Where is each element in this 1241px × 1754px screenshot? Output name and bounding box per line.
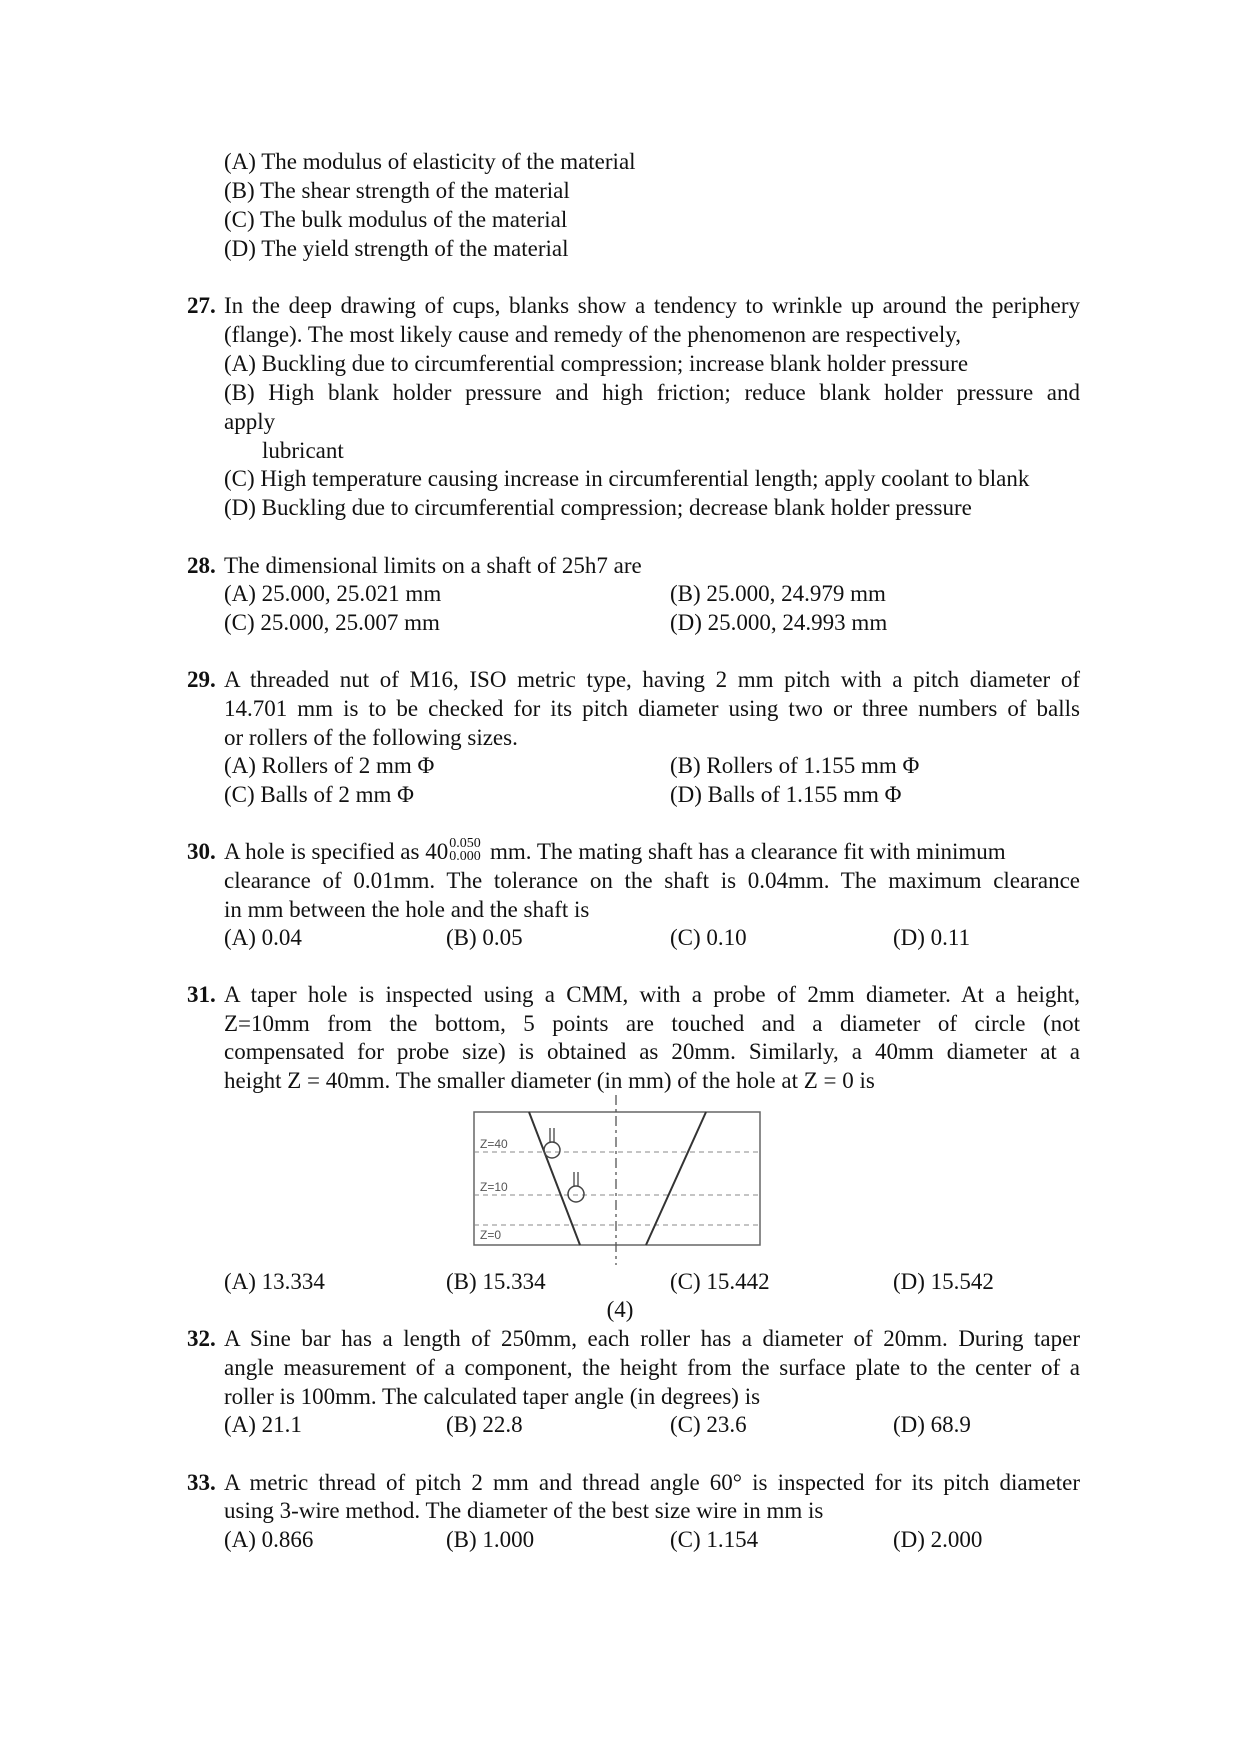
q29-number: 29. <box>187 667 216 692</box>
q31-option-a: (A) 13.334 <box>224 1269 325 1294</box>
q28-option-d: (D) 25.000, 24.993 mm <box>670 610 888 635</box>
q32-number: 32. <box>187 1326 216 1351</box>
q27-stem-line-2: (flange). The most likely cause and remedy of the phenomenon are respectively, <box>224 322 961 347</box>
q29-stem-line-2: 14.701 mm is to be checked for its pitch diameter using two or three numbers of balls <box>224 696 1080 721</box>
q32-option-a: (A) 21.1 <box>224 1412 302 1437</box>
q27-stem-line-1: In the deep drawing of cups, blanks show a tendency to wrinkle up around the periphery <box>224 293 1080 318</box>
q27-option-a: (A) Buckling due to circumferential compression; increase blank holder pressure <box>224 351 969 376</box>
q28-option-c: (C) 25.000, 25.007 mm <box>224 610 440 635</box>
q31-stem-line-2: Z=10mm from the bottom, 5 points are touched and a diameter of circle (not <box>224 1011 1080 1036</box>
q29-option-b: (B) Rollers of 1.155 mm Φ <box>670 753 920 778</box>
page-number: (4) <box>606 1297 634 1322</box>
taper-hole-figure <box>470 1095 770 1267</box>
q33-option-b: (B) 1.000 <box>446 1527 535 1552</box>
q32-option-b: (B) 22.8 <box>446 1412 523 1437</box>
q28-option-a: (A) 25.000, 25.021 mm <box>224 581 442 606</box>
label-z0: Z=0 <box>480 1228 502 1242</box>
q29-option-d: (D) Balls of 1.155 mm Φ <box>670 782 902 807</box>
q32-stem-line-2: angle measurement of a component, the height from the surface plate to the center of a <box>224 1355 1080 1380</box>
q33-option-a: (A) 0.866 <box>224 1527 314 1552</box>
q29-option-a: (A) Rollers of 2 mm Φ <box>224 753 435 778</box>
q33-option-d: (D) 2.000 <box>893 1527 983 1552</box>
q32-stem-line-3: roller is 100mm. The calculated taper angle (in degrees) is <box>224 1384 761 1409</box>
q30-option-d: (D) 0.11 <box>893 925 971 950</box>
q27-option-d: (D) Buckling due to circumferential compression; decrease blank holder pressure <box>224 495 972 520</box>
q30-stem-pre: A hole is specified as 40 <box>224 839 449 864</box>
q30-number: 30. <box>187 839 216 864</box>
q33-stem-line-1: A metric thread of pitch 2 mm and thread angle 60° is inspected for its pitch diameter <box>224 1470 1080 1495</box>
q27-option-c: (C) High temperature causing increase in circumferential length; apply coolant to blank <box>224 466 1030 491</box>
q27-number: 27. <box>187 293 216 318</box>
q30-stem-line-1 <box>224 838 1006 866</box>
q33-option-c: (C) 1.154 <box>670 1527 759 1552</box>
q31-option-c: (C) 15.442 <box>670 1269 770 1294</box>
q32-option-d: (D) 68.9 <box>893 1412 971 1437</box>
q33-number: 33. <box>187 1470 216 1495</box>
q31-stem-line-4: height Z = 40mm. The smaller diameter (in mm) of the hole at Z = 0 is <box>224 1068 875 1093</box>
q26-option-a: (A) The modulus of elasticity of the material <box>224 149 636 174</box>
q28-option-b: (B) 25.000, 24.979 mm <box>670 581 886 606</box>
q33-stem-line-2: using 3-wire method. The diameter of the best size wire in mm is <box>224 1498 824 1523</box>
q31-option-d: (D) 15.542 <box>893 1269 994 1294</box>
q27-option-b-line-3: lubricant <box>262 438 344 463</box>
q30-upper-deviation: 0.050 <box>449 836 481 851</box>
q31-option-b: (B) 15.334 <box>446 1269 546 1294</box>
q30-tolerance <box>448 838 484 866</box>
q30-lower-deviation: 0.000 <box>449 849 481 864</box>
q28-number: 28. <box>187 553 216 578</box>
q27-option-b-line-1: (B) High blank holder pressure and high friction; reduce blank holder pressure and <box>224 380 1080 405</box>
q31-number: 31. <box>187 982 216 1007</box>
label-z40: Z=40 <box>480 1137 508 1151</box>
q27-option-b-line-2: apply <box>224 409 276 434</box>
q29-stem-line-1: A threaded nut of M16, ISO metric type, having 2 mm pitch with a pitch diameter of <box>224 667 1080 692</box>
q30-stem-line-2: clearance of 0.01mm. The tolerance on the shaft is 0.04mm. The maximum clearance <box>224 868 1080 893</box>
q31-stem-line-1: A taper hole is inspected using a CMM, with a probe of 2mm diameter. At a height, <box>224 982 1080 1007</box>
q30-option-a: (A) 0.04 <box>224 925 302 950</box>
q32-stem-line-1: A Sine bar has a length of 250mm, each roller has a diameter of 20mm. During taper <box>224 1326 1080 1351</box>
q26-option-b: (B) The shear strength of the material <box>224 178 570 203</box>
q29-option-c: (C) Balls of 2 mm Φ <box>224 782 414 807</box>
q30-option-b: (B) 0.05 <box>446 925 523 950</box>
q30-stem-post: mm. The mating shaft has a clearance fit with minimum <box>489 839 1006 864</box>
q29-stem-line-3: or rollers of the following sizes. <box>224 725 518 750</box>
q26-option-c: (C) The bulk modulus of the material <box>224 207 568 232</box>
q30-option-c: (C) 0.10 <box>670 925 747 950</box>
label-z10: Z=10 <box>480 1180 508 1194</box>
q32-option-c: (C) 23.6 <box>670 1412 747 1437</box>
q26-option-d: (D) The yield strength of the material <box>224 236 569 261</box>
q28-stem: The dimensional limits on a shaft of 25h7 are <box>224 553 642 578</box>
q31-stem-line-3: compensated for probe size) is obtained as 20mm. Similarly, a 40mm diameter at a <box>224 1039 1080 1064</box>
q30-stem-line-3: in mm between the hole and the shaft is <box>224 897 590 922</box>
